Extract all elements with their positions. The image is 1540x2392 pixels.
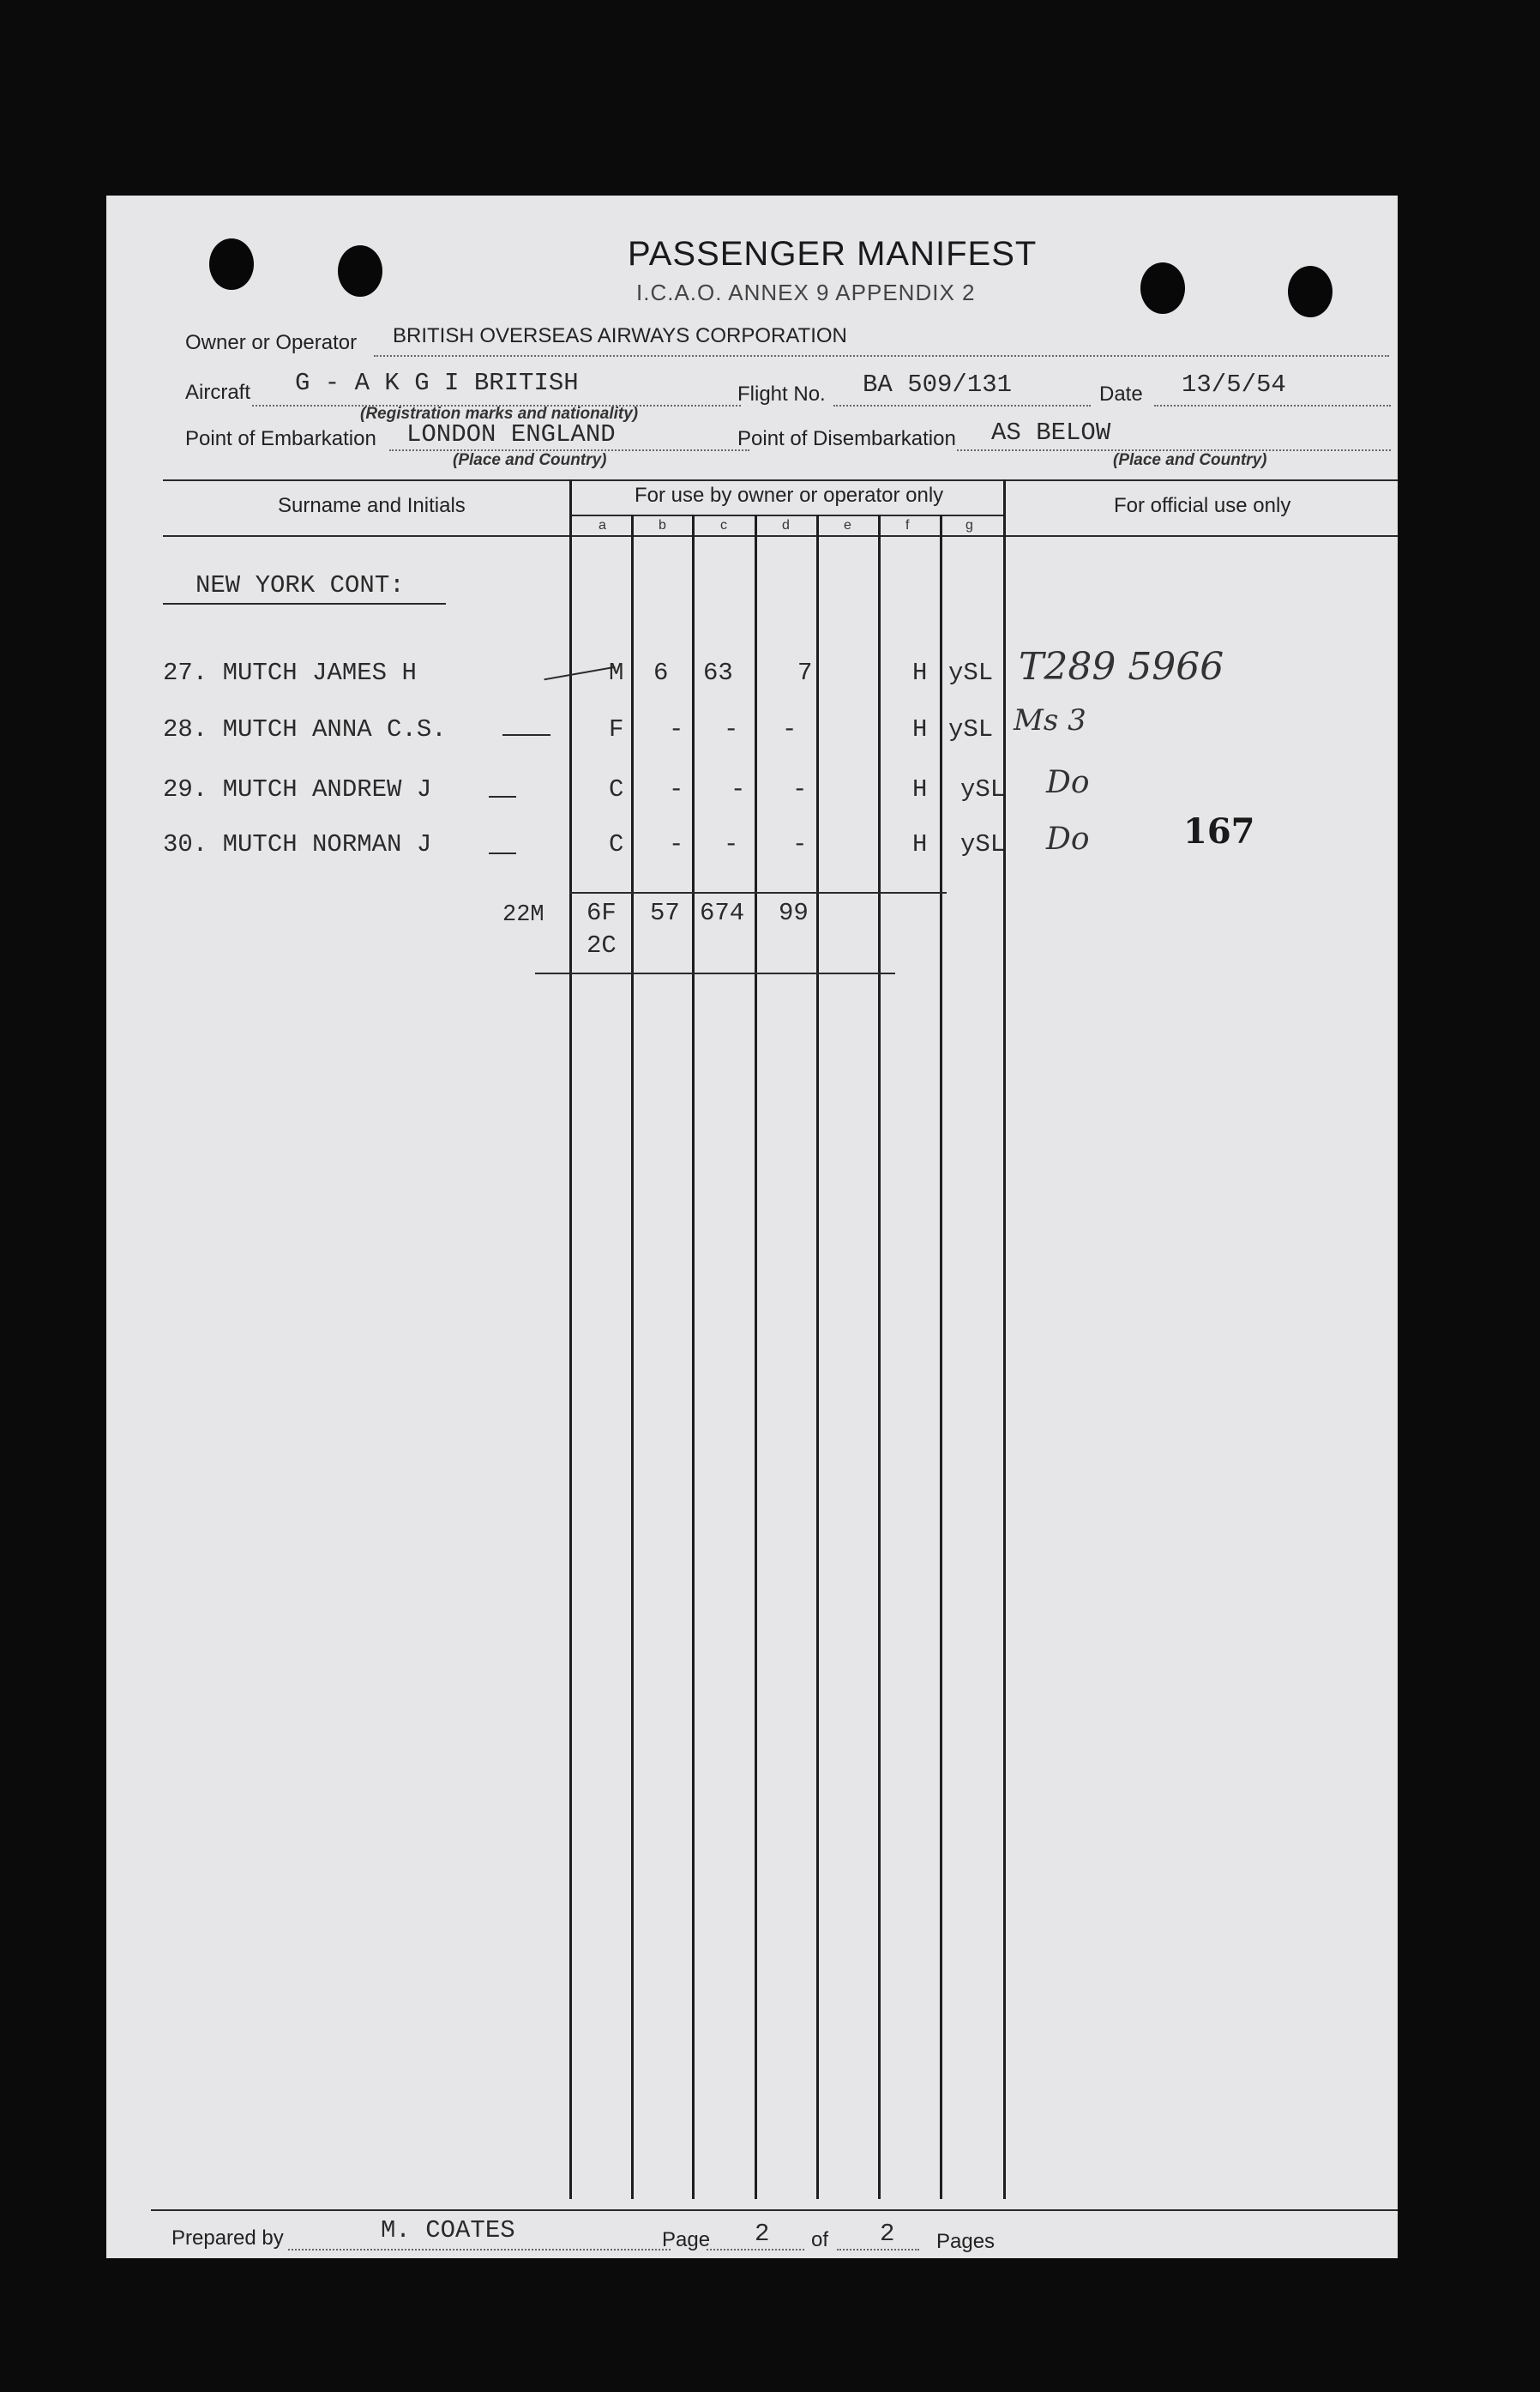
- stamp-number: 167: [1183, 811, 1255, 852]
- date-label: Date: [1099, 383, 1143, 406]
- passenger-name: 27. MUTCH JAMES H: [163, 659, 417, 687]
- totals-a-line2: 2C: [587, 931, 617, 960]
- passenger-name: 30. MUTCH NORMAN J: [163, 830, 432, 859]
- owner-value: BRITISH OVERSEAS AIRWAYS CORPORATION: [393, 324, 847, 347]
- column-rule-official: [1003, 479, 1006, 2199]
- punch-hole-left-2: [338, 245, 382, 297]
- column-rule-b: [692, 515, 695, 2199]
- totals-c: 674: [700, 899, 745, 927]
- subcolumn-e-label: e: [844, 518, 851, 533]
- punch-hole-right-2: [1288, 266, 1332, 317]
- cell-b: -: [669, 830, 684, 859]
- official-annotation: Do: [1046, 765, 1090, 800]
- cell-g: ySL: [948, 659, 994, 687]
- cell-b: -: [669, 775, 684, 804]
- totals-b: 57: [650, 899, 680, 927]
- cell-d: 7: [797, 659, 813, 687]
- section-heading-underline: [163, 603, 446, 605]
- cell-a: C: [609, 775, 624, 804]
- manifest-title: PASSENGER MANIFEST: [628, 235, 1038, 273]
- of-label: of: [811, 2228, 829, 2251]
- totals-d: 99: [779, 899, 809, 927]
- prepared-by-dotted-line: [288, 2249, 671, 2250]
- cell-d: -: [782, 715, 797, 744]
- punch-hole-left-1: [209, 238, 254, 290]
- flight-value: BA 509/131: [863, 371, 1013, 399]
- totals-top-rule: [569, 892, 947, 894]
- registration-caption: (Registration marks and nationality): [360, 405, 639, 423]
- table-top-rule: [163, 479, 1398, 481]
- disembarkation-label: Point of Disembarkation: [737, 427, 956, 450]
- pages-label: Pages: [936, 2230, 996, 2253]
- totals-label: 22M: [502, 902, 544, 928]
- cell-g: ySL: [960, 830, 1006, 859]
- embarkation-caption: (Place and Country): [453, 451, 607, 469]
- date-value: 13/5/54: [1182, 371, 1286, 399]
- totals-a-line1: 6F: [587, 899, 617, 927]
- manifest-sheet: [106, 196, 1398, 2258]
- page-label: Page: [662, 2228, 711, 2251]
- page-value: 2: [755, 2220, 770, 2248]
- cell-b: -: [669, 715, 684, 744]
- subcolumn-b-label: b: [659, 518, 666, 533]
- disembarkation-value: AS BELOW: [991, 419, 1111, 447]
- cell-a: F: [609, 715, 624, 744]
- column-rule-e: [878, 515, 881, 2199]
- subcolumn-g-label: g: [966, 518, 973, 533]
- owner-label: Owner or Operator: [185, 331, 358, 354]
- page-dotted-line: [707, 2249, 804, 2250]
- totals-bottom-rule: [535, 973, 895, 974]
- of-dotted-line: [837, 2249, 919, 2250]
- official-column-header: For official use only: [1114, 494, 1291, 517]
- cell-d: -: [792, 830, 808, 859]
- date-dotted-line: [1154, 405, 1391, 407]
- cell-g: ySL: [948, 715, 994, 744]
- operator-column-header: For use by owner or operator only: [635, 484, 944, 507]
- column-rule-c: [755, 515, 757, 2199]
- aircraft-label: Aircraft: [185, 381, 251, 404]
- owner-dotted-line: [374, 355, 1389, 357]
- subcolumn-a-label: a: [599, 518, 606, 533]
- cell-b: 6: [653, 659, 669, 687]
- surname-column-header: Surname and Initials: [278, 494, 466, 517]
- column-rule-a: [631, 515, 634, 2199]
- passenger-name: 29. MUTCH ANDREW J: [163, 775, 432, 804]
- subcolumn-d-label: d: [782, 518, 790, 533]
- embarkation-label: Point of Embarkation: [185, 427, 376, 450]
- cell-g: ySL: [960, 775, 1006, 804]
- prepared-by-label: Prepared by: [171, 2226, 284, 2250]
- column-rule-f: [940, 515, 942, 2199]
- cell-f: H: [912, 830, 928, 859]
- table-header-bottom-rule: [163, 535, 1398, 537]
- manifest-subtitle: I.C.A.O. ANNEX 9 APPENDIX 2: [636, 280, 976, 305]
- cell-c: -: [731, 775, 746, 804]
- footer-rule: [151, 2209, 1398, 2211]
- section-heading: NEW YORK CONT:: [196, 571, 405, 600]
- official-annotation: T289 5966: [1019, 645, 1224, 689]
- cell-c: 63: [703, 659, 733, 687]
- of-value: 2: [880, 2220, 895, 2248]
- flight-dotted-line: [833, 405, 1091, 407]
- name-end-dash: [489, 853, 516, 854]
- passenger-name: 28. MUTCH ANNA C.S.: [163, 715, 447, 744]
- embarkation-value: LONDON ENGLAND: [406, 420, 616, 449]
- cell-f: H: [912, 659, 928, 687]
- column-rule-surname: [569, 479, 572, 2199]
- prepared-by-value: M. COATES: [381, 2216, 515, 2244]
- cell-a: M: [609, 659, 624, 687]
- disembarkation-caption: (Place and Country): [1113, 451, 1267, 469]
- subcolumn-f-label: f: [905, 518, 910, 533]
- official-annotation: Do: [1046, 822, 1090, 857]
- cell-c: -: [724, 715, 739, 744]
- name-end-dash: [502, 734, 550, 736]
- cell-f: H: [912, 715, 928, 744]
- flight-label: Flight No.: [737, 383, 826, 406]
- column-rule-d: [816, 515, 819, 2199]
- cell-a: C: [609, 830, 624, 859]
- subcolumn-c-label: c: [720, 518, 727, 533]
- cell-d: -: [792, 775, 808, 804]
- strike-mark: [544, 666, 615, 681]
- name-end-dash: [489, 796, 516, 798]
- aircraft-value: G - A K G I BRITISH: [295, 369, 579, 397]
- official-annotation: Ms 3: [1014, 703, 1086, 738]
- cell-c: -: [724, 830, 739, 859]
- punch-hole-right-1: [1140, 262, 1185, 314]
- cell-f: H: [912, 775, 928, 804]
